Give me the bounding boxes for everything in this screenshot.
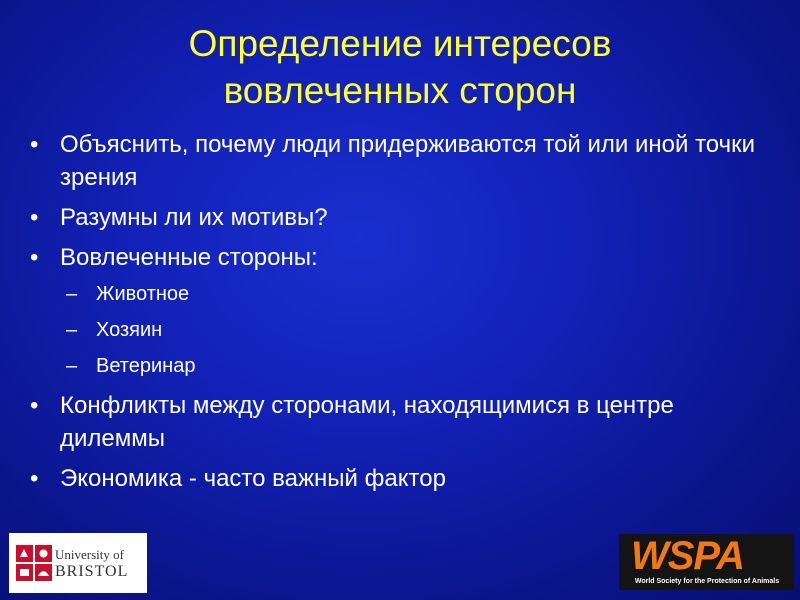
bullet-text: Конфликты между сторонами, находящимися в центре дилеммы: [60, 392, 674, 452]
bullet-marker: •: [30, 204, 39, 231]
sub-bullet-item: [28, 353, 778, 379]
slide-title: [0, 20, 800, 114]
bullet-text: Экономика - часто важный фактор: [60, 465, 446, 492]
university-of-bristol-logo: [9, 533, 147, 593]
slide-title-line-2: вовлеченных сторон: [223, 70, 577, 111]
bullet-item: [28, 201, 778, 234]
wspa-letters: WSPA: [631, 534, 745, 578]
bullet-marker: •: [30, 244, 39, 271]
bullet-item: [28, 241, 778, 274]
wspa-tagline: World Society for the Protection of Animals: [634, 578, 780, 585]
sub-bullet-text: Ветеринар: [96, 355, 196, 377]
bristol-line-2: BRISTOL: [55, 563, 129, 580]
dash-marker: –: [66, 283, 78, 305]
sub-bullet-item: [28, 317, 778, 343]
bullet-marker: •: [30, 392, 39, 419]
bristol-crest-icon: [16, 545, 52, 581]
dash-marker: –: [66, 355, 78, 377]
sub-bullet-text: Хозяин: [96, 319, 163, 341]
sub-bullet-text: Животное: [96, 283, 190, 305]
dash-marker: –: [66, 319, 78, 341]
bullet-item: [28, 128, 778, 194]
bullet-item: [28, 462, 778, 495]
bristol-wordmark: [55, 547, 128, 579]
bullet-text: Разумны ли их мотивы?: [60, 204, 328, 231]
bullet-item: [28, 389, 778, 455]
bullet-list: [28, 128, 778, 502]
bullet-text: Вовлеченные стороны:: [60, 244, 318, 271]
bullet-marker: •: [30, 465, 39, 492]
bullet-marker: •: [30, 131, 39, 158]
wspa-logo: [619, 534, 794, 590]
sub-bullet-list: [28, 281, 778, 379]
bristol-line-1: University of: [55, 547, 124, 562]
slide-title-line-1: Определение интересов: [188, 23, 612, 64]
sub-bullet-item: [28, 281, 778, 307]
bullet-text: Объяснить, почему люди придерживаются той или иной точки зрения: [60, 131, 756, 191]
